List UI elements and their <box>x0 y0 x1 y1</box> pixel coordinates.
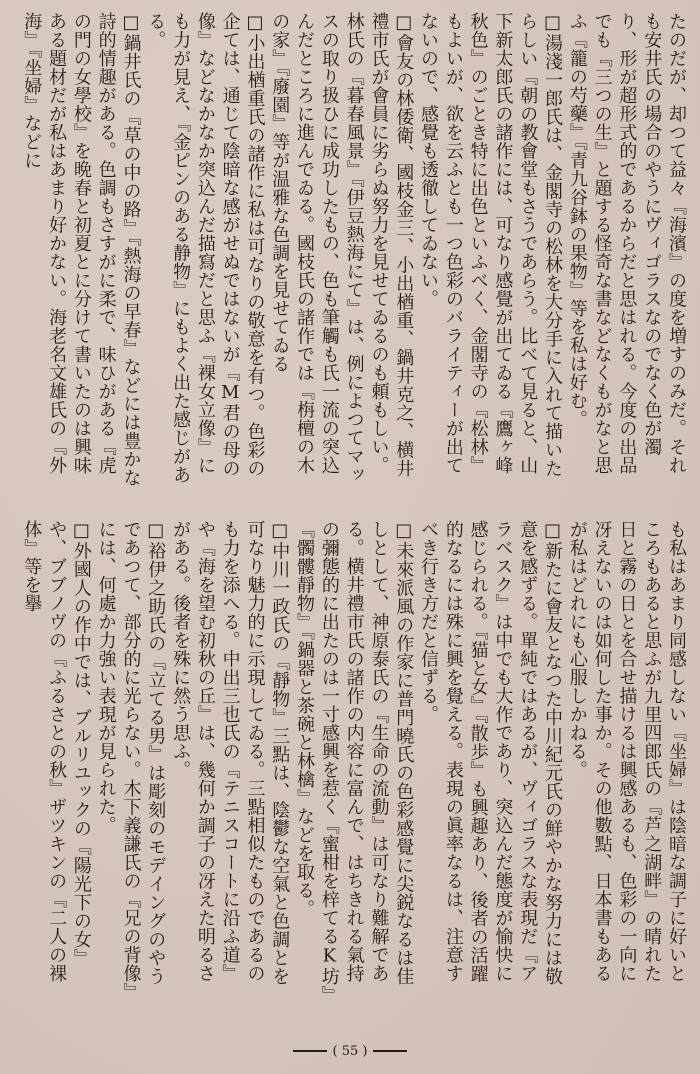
paragraph-yuasa-yamashita: □湯淺一郎氏は、金閣寺の松林を大分手に入れて描いたらしい『朝の教會堂もさうであらう。比べて見ると、山下新太郎氏の諸作には、可なり感覺が出てゐる『鷹ヶ峰秋色』のごとき特に出色といふべく、金閣寺の『松林』もよいが、欲を云ふとも一つ色彩のバライティーが出てないので、感覺も透徹してゐない。 <box>418 12 564 478</box>
paragraph-continued-kaihin: たのだが、却つて益々『海濱』の度を増すのみだ。それも安井氏の場合のやうにヴィゴラスなのでなく色が濁り、形が超形式的であるからだと思はれる。今度の出品でも『三つの生』と題する怪奇な書などなくもがなと思ふ『籠の芍藥』『青九谷鉢の果物』等を私は好む。 <box>566 12 687 475</box>
paragraph-yui-kinoshita: □裕伊之助氏の『立てる男』は彫刻のモデイングのやうであつて、部分的に光らない。木下義謙氏の『兄の背像』には、何處か力強い表現が見られた。 <box>95 520 167 992</box>
footer-rule-left <box>293 1050 327 1052</box>
page-footer <box>0 1040 700 1062</box>
paragraph-futurist-fumon-kambara: □未來派風の作家に普門曉氏の色彩感覺に尖鋭なるは佳しとして、神原泰氏の『生命の流動』は可なり難解である。横井禮市氏の諸作の内容に富んで、はちきれる氣持の彌態的に出たのは一寸感興を惹く『蜜柑を梓てるK坊』『髑髏靜物』『鍋器と茶碗と林檎』などを取る。 <box>294 520 415 995</box>
paragraph-nabei-ebina: □鍋井氏の『草の中の路』『熱海の早春』などには豊かな詩的情趣がある。色調もさすがに柔で、味ひがある『虎の門の女學校』を晩春と初夏とに分けて書いたのは興味ある題材だが私はあまり好かない。海老名文雄氏の『外海』『坐婦』などに <box>21 12 142 487</box>
page-number: ( 55 ) <box>332 1043 368 1059</box>
paragraph-nakagawa-kigen: □新たに會友となつた中川紀元氏の鮮やかな努力には敬意を感ずる。單純ではあるが、ヴィゴラスな表現だ『アラベスク』は中でも大作であり、突込んだ態度が愉快に感じられる。『猫と女』『散歩』も興趣あり、後者の活躍的なるには殊に興を覺える。表現の眞率なるは、注意すべき行き方だと信ずる。 <box>418 520 564 986</box>
footer-rule-right <box>373 1050 407 1052</box>
paragraph-nakagawa-kazumasa-nakade: □中川一政氏の『靜物』三點は、陰鬱な空氣と色調とを可なり魅力的に示現してゐる。三點相似たものであるのも力を添へる。中出三也氏の『テニスコートに沿ふ道』や『海を望む初秋の丘』は、幾何か調子の冴えた明るさがある。後者を殊に然う思ふ。 <box>170 520 291 986</box>
upper-text-column <box>10 12 688 490</box>
paragraph-foreign-artists: □外國人の作中では、ブルリユックの『陽光下の女』や、ブブノヴの『ふるさとの秋』ザツキンの『二人の裸体』等を擧 <box>21 520 92 983</box>
paragraph-kuri: も私はあまり同感しない『坐婦』は陰暗な調子に好いところもあると思ふが九里四郎氏の『芦之湖畔』の晴れた日と霧の日とを合せ描けるは興感あるも、色彩の一向に冴えないのは如何した事か。その他數點、日本書もあるが私はどれにも心服しかねる。 <box>566 520 687 983</box>
lower-text-column <box>10 520 688 1000</box>
paragraph-kaiyu-hayashi-kunieda: □會友の林倭衛、國枝金三、小出楢重、鍋井克之、横井禮市氏が會員に劣らぬ努力を見せてゐるのも頼もしい。林氏の『暮春風景』『伊豆熱海にて』は、例によつてマッスの取り扱ひに成功したもの、色も筆觸も氏一流の突込んだところに進んでゐる。國枝氏の諸作では『栴檀の木の家』『廢園』等が温雅な色調を見せてゐる <box>269 12 415 484</box>
paragraph-koide: □小出楢重氏の諸作に私は可なりの敬意を有つ。色彩の企ては、通じて陰暗な感がせぬではないが『M君の母の像』などなかなか突込んだ描寫だと思ふ『裸女立像』にも力が見え、『金ピンのある静物』にもよく出た感じがある。 <box>145 12 266 484</box>
